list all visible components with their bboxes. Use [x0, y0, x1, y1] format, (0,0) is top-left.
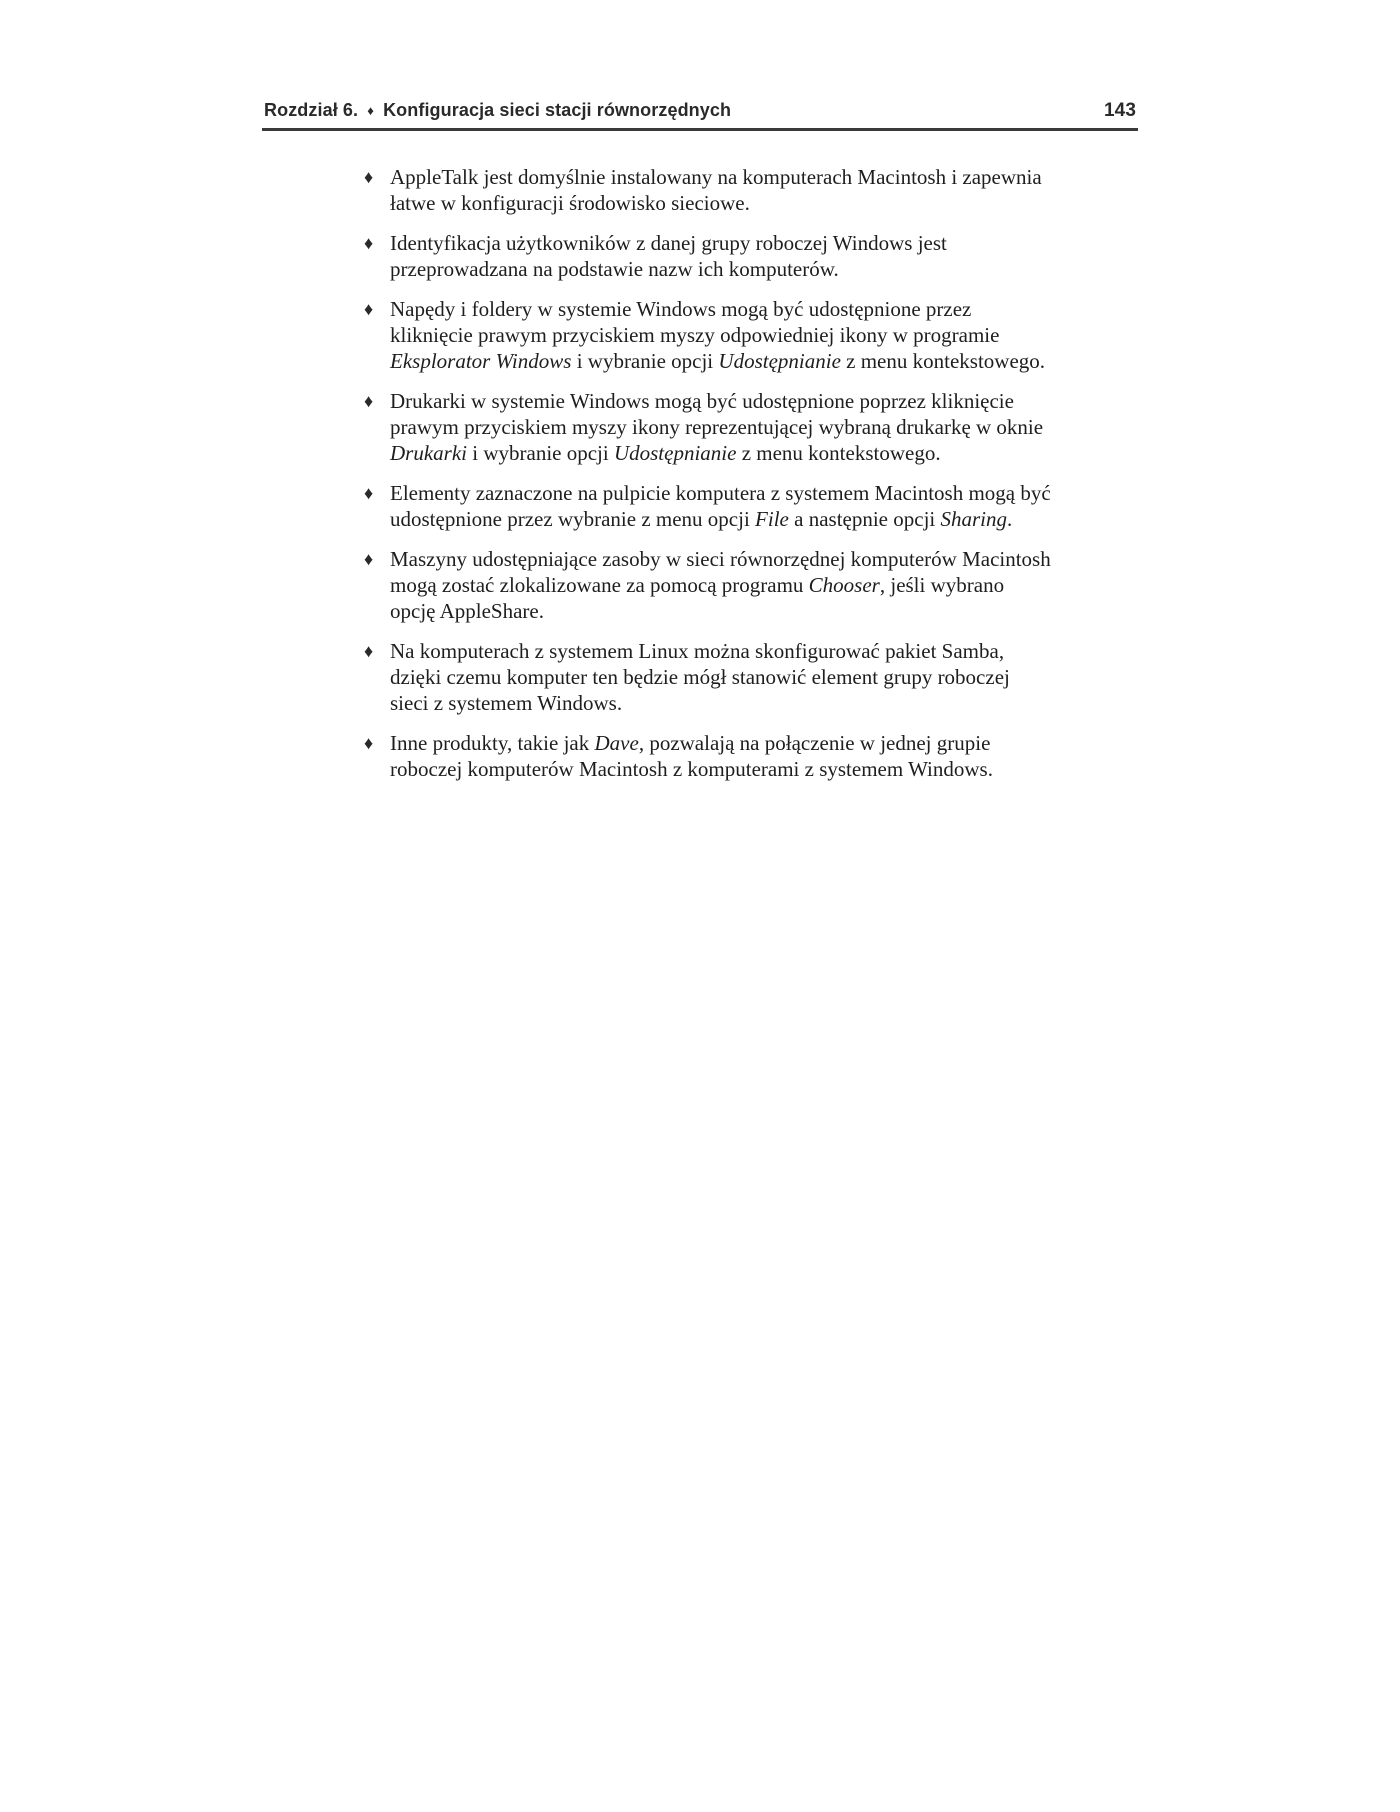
text-segment: z menu kontekstowego.: [840, 349, 1046, 373]
bullet-text-line: [390, 388, 1124, 414]
chapter-label: Rozdział 6.: [264, 100, 359, 120]
bullet-item: [364, 388, 1124, 466]
text-segment: AppleTalk jest domyślnie instalowany na komputerach Macintosh i zapewnia: [390, 165, 1042, 189]
diamond-bullet-icon: ♦: [364, 549, 374, 569]
italic-term: File: [755, 507, 789, 531]
bullet-text-line: [390, 572, 1124, 598]
text-segment: , pozwalają na połączenie w jednej grupie: [638, 731, 991, 755]
text-segment: Inne produkty, takie jak: [390, 731, 595, 755]
bullet-text-line: [390, 598, 1124, 624]
page-number: 143: [1103, 100, 1136, 121]
diamond-separator-icon: ♦: [367, 103, 374, 118]
text-segment: sieci z systemem Windows.: [390, 691, 623, 715]
text-segment: z menu kontekstowego.: [736, 441, 941, 465]
text-segment: opcję AppleShare.: [390, 599, 544, 623]
bullet-item: [364, 546, 1124, 624]
italic-term: Udostępnianie: [613, 441, 737, 465]
text-segment: roboczej komputerów Macintosh z komputerami z systemem Windows.: [390, 757, 993, 781]
bullet-text-line: [390, 756, 1124, 782]
diamond-bullet-icon: ♦: [364, 483, 374, 503]
text-segment: Na komputerach z systemem Linux można skonfigurować pakiet Samba,: [390, 639, 1005, 663]
bullet-text-line: [390, 164, 1124, 190]
diamond-bullet-icon: ♦: [364, 391, 374, 411]
text-segment: kliknięcie prawym przyciskiem myszy odpowiedniej ikony w programie: [390, 323, 1000, 347]
italic-term: Udostępnianie: [718, 349, 841, 373]
italic-term: Sharing: [940, 507, 1008, 531]
text-segment: i wybranie opcji: [571, 349, 719, 373]
diamond-bullet-icon: ♦: [364, 299, 374, 319]
bullet-text-line: [390, 440, 1124, 466]
text-segment: , jeśli wybrano: [879, 573, 1005, 597]
bullet-text-line: [390, 690, 1124, 716]
diamond-bullet-icon: ♦: [364, 641, 374, 661]
bullet-text-line: [390, 190, 1124, 216]
text-segment: Identyfikacja użytkowników z danej grupy roboczej Windows jest: [390, 231, 947, 255]
bullet-text-line: [390, 730, 1124, 756]
text-segment: Maszyny udostępniające zasoby w sieci równorzędnej komputerów Macintosh: [390, 547, 1051, 571]
text-segment: łatwe w konfiguracji środowisko sieciowe.: [390, 191, 750, 215]
diamond-bullet-icon: ♦: [364, 733, 374, 753]
text-segment: Elementy zaznaczone na pulpicie komputera z systemem Macintosh mogą być: [390, 481, 1051, 505]
header-title-group: [264, 100, 731, 121]
italic-term: Drukarki: [390, 441, 467, 465]
text-segment: i wybranie opcji: [467, 441, 614, 465]
bullet-text-line: [390, 256, 1124, 282]
bullet-item: [364, 730, 1124, 782]
bullet-text-line: [390, 230, 1124, 256]
italic-term: Eksplorator Windows: [390, 349, 572, 373]
text-segment: Napędy i foldery w systemie Windows mogą być udostępnione przez: [390, 297, 972, 321]
diamond-bullet-icon: ♦: [364, 167, 374, 187]
text-segment: Drukarki w systemie Windows mogą być udostępnione poprzez kliknięcie: [390, 389, 1014, 413]
text-segment: udostępnione przez wybranie z menu opcji: [390, 507, 756, 531]
bullet-item: [364, 230, 1124, 282]
text-segment: dzięki czemu komputer ten będzie mógł stanowić element grupy roboczej: [390, 665, 1010, 689]
text-segment: mogą zostać zlokalizowane za pomocą programu: [390, 573, 809, 597]
bullet-item: [364, 480, 1124, 532]
text-segment: .: [1007, 507, 1013, 531]
text-segment: przeprowadzana na podstawie nazw ich komputerów.: [390, 257, 839, 281]
text-segment: a następnie opcji: [788, 507, 941, 531]
italic-term: Dave: [594, 731, 639, 755]
italic-term: Chooser: [808, 573, 880, 597]
bullet-text-line: [390, 546, 1124, 572]
chapter-title: Konfiguracja sieci stacji równorzędnych: [383, 100, 732, 120]
bullet-text-line: [390, 414, 1124, 440]
bullet-text-line: [390, 638, 1124, 664]
bullet-text-line: [390, 664, 1124, 690]
bullet-text-line: [390, 322, 1124, 348]
bullet-item: [364, 638, 1124, 716]
bullet-text-line: [390, 506, 1124, 532]
bullet-text-line: [390, 348, 1124, 374]
running-header: [262, 96, 1138, 131]
diamond-bullet-icon: ♦: [364, 233, 374, 253]
bullet-text-line: [390, 480, 1124, 506]
text-segment: prawym przyciskiem myszy ikony reprezentującej wybraną drukarkę w oknie: [390, 415, 1044, 439]
bullet-item: [364, 296, 1124, 374]
bullet-item: [364, 164, 1124, 216]
summary-bullet-list: [364, 164, 1124, 796]
bullet-text-line: [390, 296, 1124, 322]
